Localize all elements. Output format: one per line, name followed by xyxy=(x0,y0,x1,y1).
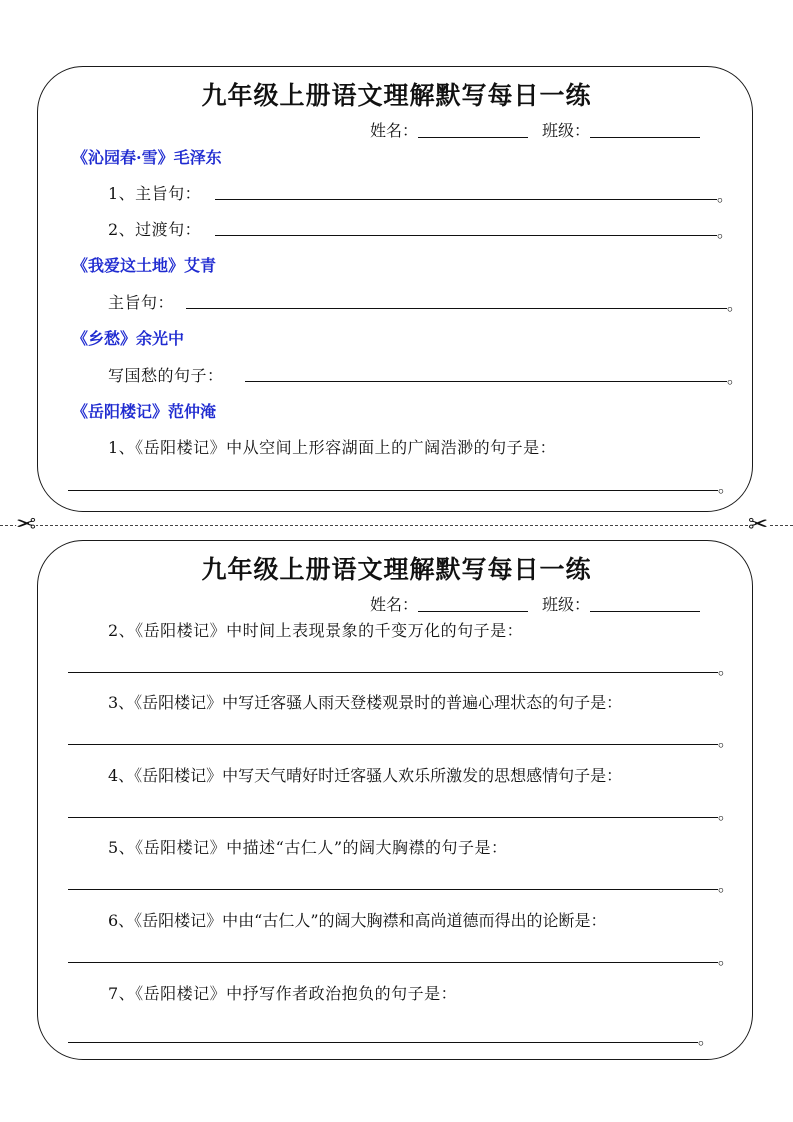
period-mark: 。 xyxy=(727,368,744,387)
scissors-icon: ✂ xyxy=(16,510,37,538)
period-mark: 。 xyxy=(718,804,735,823)
name-label: 姓名： xyxy=(370,121,419,140)
period-mark: 。 xyxy=(718,949,735,968)
class-label: 班级： xyxy=(542,121,591,140)
answer-line[interactable] xyxy=(186,308,727,309)
scissors-icon: ✂ xyxy=(748,510,769,538)
question-label: 4、《岳阳楼记》中写天气晴好时迁客骚人欢乐所激发的思想感情句子是： xyxy=(108,766,623,785)
name-blank[interactable] xyxy=(418,136,528,138)
period-mark: 。 xyxy=(717,222,734,241)
section-heading-xiangchou: 《乡愁》余光中 xyxy=(72,329,185,348)
answer-line[interactable] xyxy=(68,490,718,491)
class-blank[interactable] xyxy=(590,610,700,612)
name-class-row xyxy=(370,592,700,615)
question-label: 1、主旨句： xyxy=(108,184,202,203)
answer-line[interactable] xyxy=(68,672,718,673)
period-mark: 。 xyxy=(718,477,735,496)
name-blank[interactable] xyxy=(418,610,528,612)
question-label: 3、《岳阳楼记》中写迁客骚人雨天登楼观景时的普遍心理状态的句子是： xyxy=(108,693,623,712)
period-mark: 。 xyxy=(718,876,735,895)
answer-line[interactable] xyxy=(215,235,717,236)
period-mark: 。 xyxy=(718,659,735,678)
period-mark: 。 xyxy=(698,1029,715,1048)
answer-line[interactable] xyxy=(215,199,717,200)
question-label: 7、《岳阳楼记》中抒写作者政治抱负的句子是： xyxy=(108,984,458,1003)
answer-line[interactable] xyxy=(68,962,718,963)
period-mark: 。 xyxy=(727,295,744,314)
section-heading-qinyuanchun: 《沁园春·雪》毛泽东 xyxy=(72,148,222,167)
answer-line[interactable] xyxy=(68,889,718,890)
question-label: 2、过渡句： xyxy=(108,220,202,239)
answer-line[interactable] xyxy=(245,381,727,382)
question-label: 写国愁的句子： xyxy=(108,366,224,385)
question-label: 5、《岳阳楼记》中描述“古仁人”的阔大胸襟的句子是： xyxy=(108,838,508,857)
question-label: 2、《岳阳楼记》中时间上表现景象的千变万化的句子是： xyxy=(108,621,524,640)
name-class-row xyxy=(370,118,700,141)
class-blank[interactable] xyxy=(590,136,700,138)
worksheet-title: 九年级上册语文理解默写每日一练 xyxy=(201,81,592,110)
section-heading-woaizhetudi: 《我爱这土地》艾青 xyxy=(72,256,217,275)
name-label: 姓名： xyxy=(370,595,419,614)
section-heading-yueyanglouji: 《岳阳楼记》范仲淹 xyxy=(72,402,217,421)
answer-line[interactable] xyxy=(68,817,718,818)
question-label: 主旨句： xyxy=(108,293,175,312)
period-mark: 。 xyxy=(717,186,734,205)
worksheet-title: 九年级上册语文理解默写每日一练 xyxy=(201,555,592,584)
answer-line[interactable] xyxy=(68,1042,698,1043)
cut-line xyxy=(0,525,793,526)
question-label: 6、《岳阳楼记》中由“古仁人”的阔大胸襟和高尚道德而得出的论断是： xyxy=(108,911,607,930)
period-mark: 。 xyxy=(718,731,735,750)
question-label: 1、《岳阳楼记》中从空间上形容湖面上的广阔浩渺的句子是： xyxy=(108,438,557,457)
answer-line[interactable] xyxy=(68,744,718,745)
class-label: 班级： xyxy=(542,595,591,614)
